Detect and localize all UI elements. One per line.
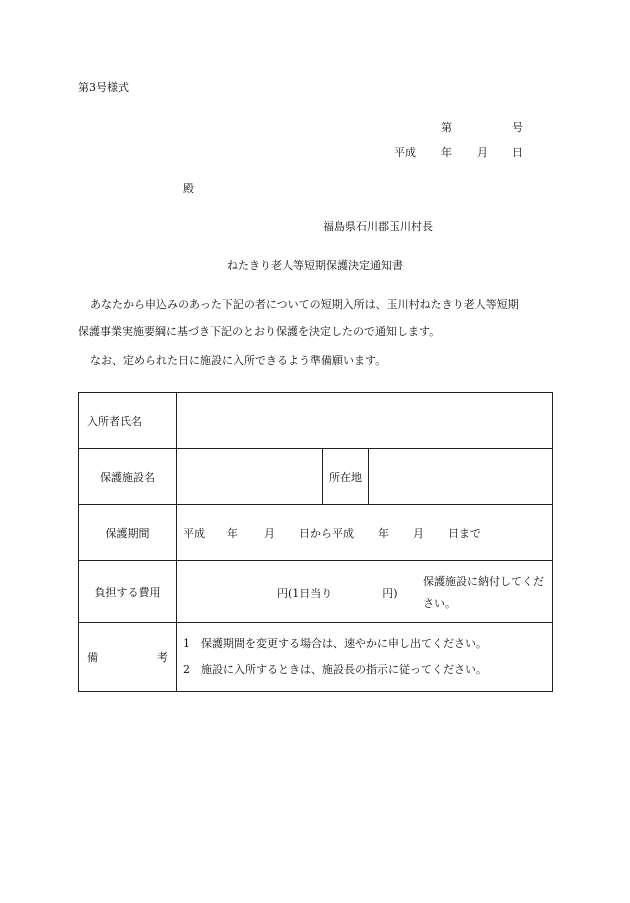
remark-2: 2 施設に入所するときは、施設長の指示に従ってください。 [183, 663, 487, 676]
period-month-start: 月 [264, 526, 275, 540]
body-line-1: あなたから申込みのあった下記の者についての短期入所は、玉川村ねたきり老人等短期 [90, 298, 519, 311]
body-line-3: なお、定められた日に施設に入所できるよう準備願います。 [90, 354, 387, 367]
period-year-end: 年 [378, 526, 389, 540]
table-row [79, 623, 553, 692]
table-row [79, 449, 553, 505]
name-label-cell [79, 393, 177, 449]
facility-label: 保護施設名 [100, 470, 155, 484]
body-line-2: 保護事業実施要綱に基づき下記のとおり保護を決定したので通知します。 [78, 325, 441, 338]
remarks-field [177, 623, 553, 692]
remarks-label-first: 備 [87, 651, 98, 664]
name-field[interactable] [177, 393, 553, 449]
doc-number-suffix: 号 [512, 121, 523, 134]
location-field[interactable] [369, 449, 553, 505]
cost-label-cell [79, 561, 177, 623]
document-title: ねたきり老人等短期保護決定通知書 [227, 259, 403, 272]
period-day-end: 日まで [448, 526, 481, 540]
form-number: 第3号様式 [78, 81, 129, 94]
period-label: 保護期間 [105, 526, 150, 540]
table-row [79, 505, 553, 561]
date-year: 年 [441, 146, 452, 159]
period-month-end: 月 [413, 526, 424, 540]
name-label [79, 413, 176, 429]
date-month: 月 [477, 146, 488, 159]
period-day-start: 日から平成 [299, 526, 354, 540]
remarks-label-cell [79, 623, 177, 692]
period-field[interactable] [177, 505, 553, 561]
date-era: 平成 [394, 146, 416, 159]
facility-field[interactable] [177, 449, 323, 505]
doc-number-prefix: 第 [441, 121, 452, 134]
decision-table [78, 392, 553, 692]
remark-1: 1 保護期間を変更する場合は、速やかに申し出てください。 [183, 637, 487, 650]
table-row [79, 393, 553, 449]
period-label-cell [79, 505, 177, 561]
cost-per-day: 円(1日当り 円) [277, 587, 398, 600]
addressee-suffix: 殿 [183, 182, 194, 195]
period-year-start: 年 [227, 526, 238, 540]
facility-label-cell [79, 449, 177, 505]
name-label-text: 入所者氏名 [87, 414, 142, 428]
issuer: 福島県石川郡玉川村長 [323, 220, 433, 233]
cost-field[interactable] [177, 561, 553, 623]
location-label: 所在地 [323, 449, 369, 505]
period-era-start: 平成 [183, 526, 205, 540]
date-day: 日 [512, 146, 523, 159]
cost-label: 負担する費用 [94, 585, 161, 599]
remarks-label-second: 考 [157, 651, 168, 664]
cost-note: 保護施設に納付してください。 [423, 575, 544, 610]
table-row [79, 561, 553, 623]
